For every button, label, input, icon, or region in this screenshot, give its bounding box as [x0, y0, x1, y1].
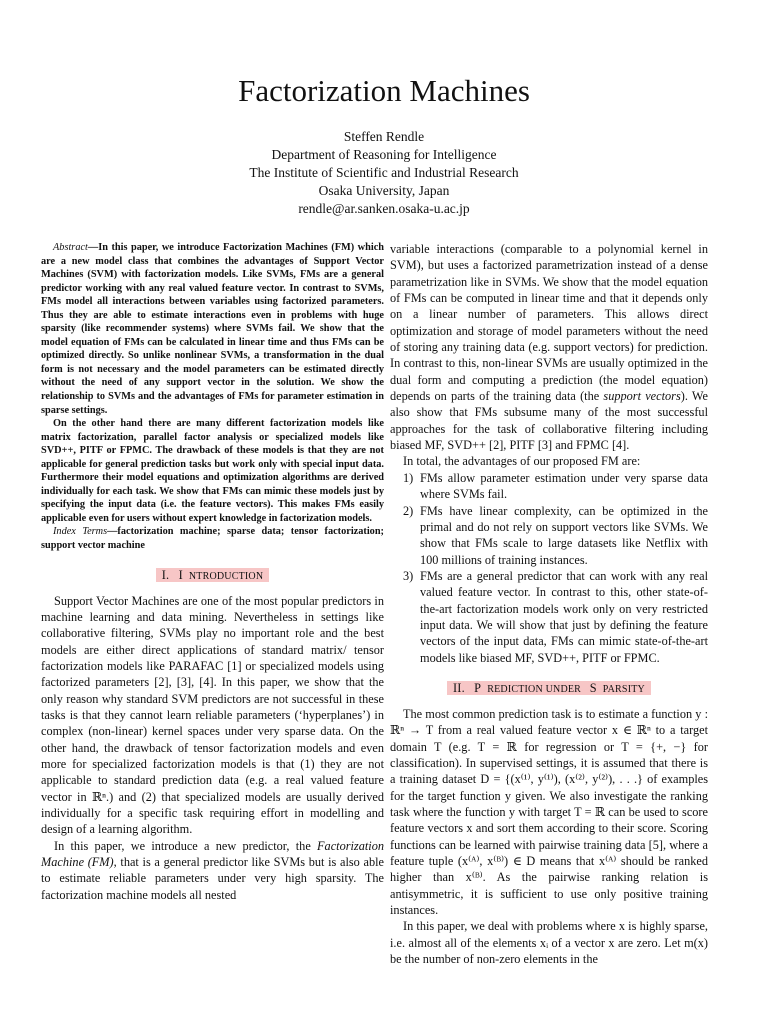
- abstract-paragraph-1: [41, 241, 384, 417]
- section-heading-prediction: [390, 680, 708, 698]
- list-item: [390, 568, 708, 666]
- intro-p3-emphasis: support vectors: [603, 389, 681, 404]
- section-rest: NTRODUCTION: [186, 571, 266, 582]
- author-block: [0, 128, 768, 218]
- intro-paragraph-1: Support Vector Machines are one of the most popular predictors in machine learning and data mining. Nevertheless in settings like collaborative filtering, SVMs play no important role and the best models are either direct applications of standard matrix/ tensor factorization models like PARAFAC [1] or specialized models using factorized parameters [2], [3], [4]. In this paper, we show that the only reason why standard SVM predictors are not successful in these tasks is that they cannot learn reliable parameters (‘hyperplanes’) in complex (non-linear) kernel spaces under very sparse data. On the other hand, the drawback of tensor factorization models and even more for specialized factorization models is that (1) they are not applicable to standard prediction data (e.g. a real valued feature vector in ℝⁿ.) and (2) that specialized models are usually derived individually for a specific task requiring effort in modelling and design of a learning algorithm.: [41, 593, 384, 837]
- author-name: Steffen Rendle: [343, 129, 425, 144]
- intro-p2-end: , that is a general predictor like SVMs but is also able to estimate reliable parameters under very high sparsity. The factorization machine models all nested: [41, 855, 384, 902]
- section-cap-2: S: [587, 681, 600, 695]
- intro-p2-start: In this paper, we introduce a new predictor, the: [54, 838, 318, 853]
- abstract-label: Abstract: [53, 242, 88, 253]
- advantages-intro: In total, the advantages of our proposed FM are:: [403, 454, 641, 469]
- right-column: [390, 241, 708, 967]
- section-cap: I: [176, 568, 186, 582]
- intro-p3-start: variable interactions (comparable to a polynomial kernel in SVM), but uses a factorized parametrization instead of a dense parametrization like in SVMs. We show that the model equation of FMs can be computed in linear time and that it depends only on a linear number of parameters. This allows direct optimization and storage of model parameters without the need of storing any training data (e.g. support vectors) for prediction. In contrast to this, non-linear SVMs are usually optimized in the dual form and computing a prediction (the model equation) depends on parts of the training data (the: [390, 242, 708, 404]
- section-heading-highlight: [447, 681, 651, 695]
- author-institute: The Institute of Scientific and Industrial Research: [249, 165, 519, 180]
- intro-paragraph-3: [390, 241, 708, 453]
- section-heading-introduction: [41, 567, 384, 585]
- section-rest: REDICTION UNDER: [484, 684, 587, 695]
- index-terms: [41, 525, 384, 552]
- list-text: FMs have linear complexity, can be optimized in the primal and do not rely on support vectors like SVMs. We show that FMs scale to large datasets like Netflix with 100 millions of training instances.: [420, 503, 708, 567]
- list-item: [390, 503, 708, 568]
- section-rest-2: PARSITY: [600, 684, 648, 695]
- abstract: [41, 241, 384, 553]
- author-university: Osaka University, Japan: [318, 183, 450, 198]
- section-number: II.: [450, 681, 468, 695]
- index-terms-text: —factorization machine; sparse data; tensor factorization; support vector machine: [41, 526, 384, 552]
- advantages-list: [390, 470, 708, 666]
- list-number: 2): [403, 503, 414, 518]
- section-cap: P: [471, 681, 484, 695]
- list-number: 1): [403, 470, 414, 485]
- section-heading-highlight: [156, 568, 270, 582]
- author-department: Department of Reasoning for Intelligence: [271, 147, 497, 162]
- section-number: I.: [159, 568, 173, 582]
- left-column: [41, 241, 384, 903]
- abstract-paragraph-2: On the other hand there are many different factorization models like matrix factorization, parallel factor analysis or specialized models like SVD++, PITF or FPMC. The drawback of these models is that they are not applicable for general prediction tasks but work only with special input data. Furthermore their model equations and optimization algorithms are derived individually for each task. We show that FMs can mimic these models just by specifying the input data (i.e. the feature vectors). This makes FMs easily applicable even for users without expert knowledge in factorization models.: [41, 418, 384, 524]
- prediction-paragraph-2: In this paper, we deal with problems where x is highly sparse, i.e. almost all of the elements xᵢ of a vector x are zero. Let m(x) be the number of non-zero elements in the: [390, 919, 708, 967]
- prediction-paragraph-1: The most common prediction task is to estimate a function y : ℝⁿ → T from a real valued feature vector x ∈ ℝⁿ to a target domain T (e.g. T = ℝ for regression or T = {+, −} for classification). In supervised settings, it is assumed that there is a training dataset D = {(x⁽¹⁾, y⁽¹⁾), (x⁽²⁾, y⁽²⁾), . . .} of examples for the target function y given. We also investigate the ranking task where the function y with target T = ℝ can be used to score feature vectors x and sort them according to their score. Scoring functions can be learned with pairwise training data [5], where a feature tuple (x⁽ᴬ⁾, x⁽ᴮ⁾) ∈ D means that x⁽ᴬ⁾ should be ranked higher than x⁽ᴮ⁾. As the pairwise ranking relation is antisymmetric, it is sufficient to use only positive training instances.: [390, 706, 708, 918]
- intro-paragraph-2: [41, 838, 384, 903]
- list-text: FMs allow parameter estimation under very sparse data where SVMs fail.: [420, 470, 708, 502]
- abstract-text-1: —In this paper, we introduce Factorization Machines (FM) which are a new model class that combines the advantages of Support Vector Machines (SVM) with factorization models. Like SVMs, FMs are a general predictor working with any real valued feature vector. In contrast to SVMs, FMs model all interactions between variables using factorized parameters. Thus they are able to estimate interactions even in problems with huge sparsity (like recommender systems) where SVMs fail. We show that the model equation of FMs can be calculated in linear time and thus FMs can be optimized directly. So unlike nonlinear SVMs, a transformation in the dual form is not necessary and the model parameters can be estimated directly without the need of any support vector in the solution. We show the relationship to SVMs and the advantages of FMs for parameter estimation in sparse settings.: [41, 242, 384, 416]
- intro-p3-end: ). We also show that FMs subsume many of the most successful approaches for the task of collaborative filtering including biased MF, SVD++ [2], PITF [3] and FPMC [4].: [390, 389, 709, 453]
- list-item: [390, 470, 708, 503]
- paper-title: Factorization Machines: [238, 73, 530, 108]
- index-terms-label: Index Terms: [53, 526, 108, 538]
- list-number: 3): [403, 568, 414, 583]
- intro-p2-emphasis: Factorization Machine (FM): [41, 838, 384, 870]
- list-text: FMs are a general predictor that can work with any real valued feature vector. In contrast to this, other state-of-the-art factorization models work only on very restricted input data. We will show that just by defining the feature vectors of the input data, FMs can mimic state-of-the-art models like biased MF, SVD++, PITF or FPMC.: [420, 568, 708, 665]
- author-email: rendle@ar.sanken.osaka-u.ac.jp: [298, 201, 470, 216]
